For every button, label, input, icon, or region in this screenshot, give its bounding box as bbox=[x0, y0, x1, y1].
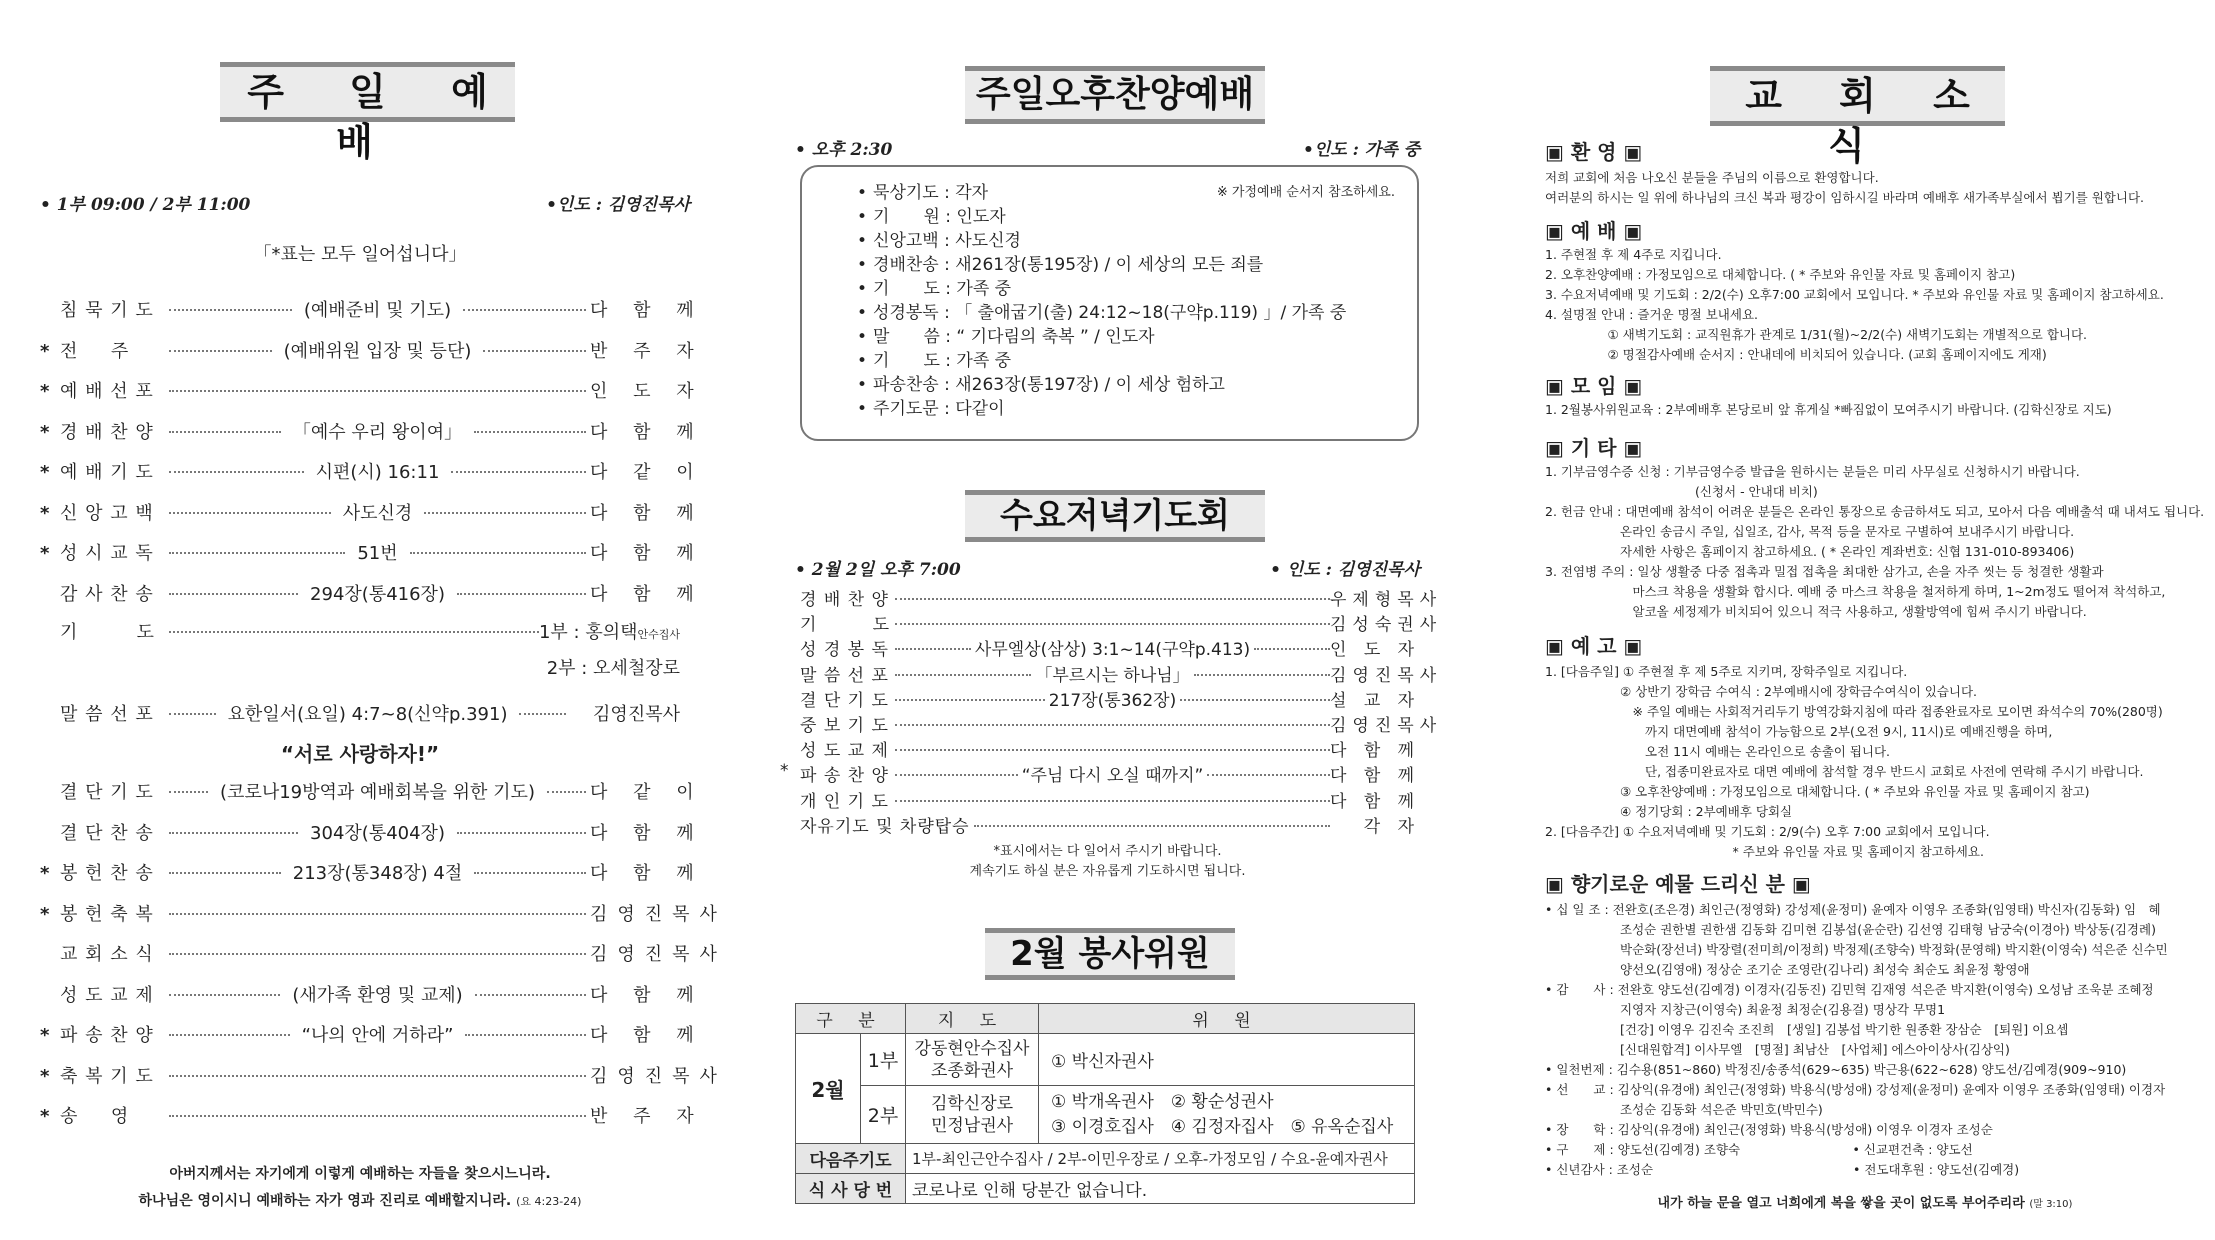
home-worship-item: • 성경봉독 : 「 출애굽기(출) 24:12~18(구약p.119) 」/ 가족 중 bbox=[857, 301, 1346, 325]
service-item-leader: 다 함 께 bbox=[590, 300, 704, 321]
standing-marker: * bbox=[40, 381, 50, 402]
service-item-detail: 「예수 우리 왕이여」 bbox=[289, 418, 466, 444]
wednesday-item-name: 결 단 기 도 bbox=[800, 690, 889, 711]
service-item-name: 전 주 bbox=[60, 340, 130, 362]
service-leader: •인도 : 김영진목사 bbox=[546, 195, 690, 215]
wednesday-item-detail: 사무엘상(삼상) 3:1~14(구약p.413) bbox=[971, 635, 1254, 660]
standing-marker: * bbox=[780, 761, 789, 782]
service-item bbox=[40, 499, 704, 527]
bottom-verse: 내가 하늘 문을 열고 너희에게 복을 쌓을 곳이 없도록 부어주리라 (말 3:10) bbox=[1657, 1196, 2073, 1211]
home-worship-item: • 기 도 : 가족 중 bbox=[857, 277, 1346, 301]
news-line: 3. 수요저녁예배 및 기도회 : 2/2(수) 오후7:00 교회에서 모입니다. * 주보와 유인물 자료 및 홈페이지 참고하세요. bbox=[1545, 287, 2164, 302]
service-item bbox=[40, 981, 704, 1009]
home-worship-item: • 경배찬송 : 새261장(통195장) / 이 세상의 모든 죄를 bbox=[857, 253, 1346, 277]
service-item-leader: 다 함 께 bbox=[590, 421, 704, 443]
service-item bbox=[40, 418, 704, 446]
service-item-name: 교 회 소 식 bbox=[60, 944, 154, 965]
wednesday-item-name: 개 인 기 도 bbox=[800, 791, 889, 812]
news-line: (신청서 - 안내대 비치) bbox=[1545, 484, 1818, 499]
service-item-detail: 294장(통416장) bbox=[306, 580, 449, 606]
service-item-leader: 다 함 께 bbox=[590, 822, 704, 844]
news-line: 알코올 세정제가 비치되어 있으니 적극 사용하고, 생활방역에 힘써 주시기 바랍니다. bbox=[1545, 604, 2087, 619]
section-worship: ▣ 예 배 ▣ bbox=[1545, 219, 1643, 243]
wednesday-item-leader: 설 교 자 bbox=[1330, 690, 1421, 711]
news-line: * 주보와 유인물 자료 및 홈페이지 참고하세요. bbox=[1545, 844, 1984, 859]
service-item-detail: (예배준비 및 기도) bbox=[300, 296, 455, 322]
news-line: 오전 11시 예배는 온라인으로 송출이 됩니다. bbox=[1545, 744, 1891, 759]
news-line: 2. 헌금 안내 : 대면예배 참석이 어려운 분들은 온라인 통장으로 송금하셔도 되고, 모아서 다음 예배출석 때 내셔도 됩니다. bbox=[1545, 504, 2205, 519]
service-item bbox=[40, 539, 704, 567]
service-item-leader: 다 같 이 bbox=[590, 782, 704, 803]
standing-marker: * bbox=[40, 863, 50, 884]
service-item-leader: 반 주 자 bbox=[590, 1106, 704, 1127]
standing-marker: * bbox=[40, 1106, 50, 1127]
service-item bbox=[40, 296, 704, 324]
wednesday-item-leader: 다 함 께 bbox=[1330, 791, 1421, 812]
verse-line-1: 아버지께서는 자기에게 이렇게 예배하는 자들을 찾으시느니라. bbox=[169, 1166, 551, 1182]
section-offerings: ▣ 향기로운 예물 드리신 분 ▣ bbox=[1545, 872, 1811, 896]
news-line: ④ 정기당회 : 2부예배후 당회실 bbox=[1545, 804, 1793, 819]
news-line: • 선 교 : 김상익(유경애) 최인근(정영화) 박용식(방성애) 강성제(윤정미) 윤예자 이영우 조종화(임영태) 이경자 bbox=[1545, 1082, 2166, 1097]
service-item-detail: “나의 안에 거하라” bbox=[298, 1021, 458, 1047]
news-line: 1. 기부금영수증 신청 : 기부금영수증 발급을 원하시는 분들은 미리 사무실로 신청하시기 바랍니다. bbox=[1545, 464, 2080, 479]
service-item bbox=[40, 778, 704, 806]
wednesday-prayer-title: 수요저녁기도회 bbox=[965, 490, 1265, 542]
news-line: 자세한 사항은 홈페이지 참고하세요. ( * 온라인 계좌번호: 신협 131-010-893406) bbox=[1545, 544, 2075, 559]
section-notice: ▣ 예 고 ▣ bbox=[1545, 634, 1643, 658]
news-line: 박순화(장선녀) 박장렬(전미희/이정희) 박정제(조향숙) 박정화(문영해) 박지환(이영숙) 석은준 신수민 bbox=[1545, 942, 2168, 957]
news-line: 2. [다음주간] ① 수요저녁예배 및 기도회 : 2/9(수) 오후 7:00 교회에서 모입니다. bbox=[1545, 824, 1990, 839]
service-item-name: 축 복 기 도 bbox=[60, 1065, 154, 1087]
wednesday-item-name: 자유기도 및 차량탑승 bbox=[800, 816, 970, 837]
service-item-name: 예 배 선 포 bbox=[60, 381, 154, 402]
service-item-prayer bbox=[40, 618, 680, 646]
service-item-name: 예 배 기 도 bbox=[60, 462, 154, 483]
news-line: • 장 학 : 김상익(유경애) 최인근(정영화) 박용식(방성애) 이영우 이경자 조성순 bbox=[1545, 1122, 1993, 1137]
service-item-detail: 시편(시) 16:11 bbox=[312, 458, 444, 484]
wednesday-item bbox=[800, 711, 1443, 736]
service-item-name: 송 영 bbox=[60, 1106, 130, 1127]
service-item-leader: 다 함 께 bbox=[590, 984, 704, 1006]
wednesday-item-name: 말 씀 선 포 bbox=[800, 665, 889, 686]
home-worship-item: • 파송찬송 : 새263장(통197장) / 이 세상 험하고 bbox=[857, 373, 1346, 397]
home-worship-note: ※ 가정예배 순서지 참조하세요. bbox=[1216, 185, 1395, 200]
service-item-name: 감 사 찬 송 bbox=[60, 583, 154, 605]
service-item-detail: (예배위원 입장 및 등단) bbox=[280, 337, 476, 363]
news-line: 조성순 권한별 권한샘 김동화 김미현 김봉섭(윤순란) 김선영 김태형 남궁숙(이경아) 박상동(김경례) bbox=[1545, 922, 2156, 937]
news-line: • 구 제 : 양도선(김예경) 조향숙 • 신교편건축 : 양도선 bbox=[1545, 1142, 1973, 1157]
service-item-name: 성 도 교 제 bbox=[60, 984, 154, 1006]
service-item-name: 봉 헌 찬 송 bbox=[60, 863, 154, 884]
sermon-title: “서로 사랑하자!” bbox=[280, 742, 440, 766]
news-line: • 일천번제 : 김수용(851~860) 박정진/송종석(629~635) 박근용(622~628) 양도선/김예경(909~910) bbox=[1545, 1062, 2127, 1077]
standing-marker: * bbox=[40, 502, 50, 524]
service-item-name: 경 배 찬 양 bbox=[60, 421, 154, 443]
service-info-row bbox=[40, 190, 690, 215]
service-item-name: 신 앙 고 백 bbox=[60, 502, 154, 524]
service-item-name: 봉 헌 축 복 bbox=[60, 903, 154, 925]
wednesday-item bbox=[800, 812, 1420, 836]
prayer-1: 1부 : 홍의택안수집사 bbox=[538, 622, 680, 643]
news-line: 1. [다음주일] ① 주현절 후 제 5주로 지키며, 장학주일로 지킵니다. bbox=[1545, 664, 1908, 679]
service-item-name: 침 묵 기 도 bbox=[60, 300, 154, 321]
service-item-leader: 김영진목사 bbox=[590, 903, 727, 925]
service-item-name: 성 시 교 독 bbox=[60, 543, 154, 564]
section-meetings: ▣ 모 임 ▣ bbox=[1545, 374, 1643, 398]
standing-marker: * bbox=[40, 1025, 50, 1046]
service-item-name: 결 단 기 도 bbox=[60, 782, 154, 803]
wednesday-note-2: 계속기도 하실 분은 자유롭게 기도하시면 됩니다. bbox=[969, 864, 1246, 879]
volunteers-title: 2월 봉사위원 bbox=[985, 928, 1235, 980]
service-item-leader: 다 함 께 bbox=[590, 543, 704, 564]
news-line: 양선오(김영애) 정상순 조기순 조영란(김나리) 최성숙 최순도 최윤정 황영애 bbox=[1545, 962, 2030, 977]
wednesday-item-detail: 217장(통362장) bbox=[1045, 686, 1180, 711]
service-item-name: 파 송 찬 양 bbox=[60, 1025, 154, 1046]
section-other: ▣ 기 타 ▣ bbox=[1545, 436, 1643, 460]
wednesday-item-leader: 우제형목사 bbox=[1330, 590, 1443, 610]
home-worship-item: • 묵상기도 : 각자 bbox=[857, 181, 1346, 205]
service-item-leader: 반 주 자 bbox=[590, 340, 704, 362]
wednesday-item-name: 기 도 bbox=[800, 615, 891, 636]
wednesday-item bbox=[800, 635, 1420, 659]
prayer-2: 2부 : 오세철장로 bbox=[546, 658, 680, 679]
home-worship-item: • 말 씀 : “ 기다림의 축복 ” / 인도자 bbox=[857, 325, 1346, 349]
verse-line-2: 하나님은 영이시니 예배하는 자가 영과 진리로 예배할지니라. (요 4:23-24) bbox=[138, 1193, 582, 1209]
service-item-detail: 213장(통348장) 4절 bbox=[289, 859, 466, 885]
standing-marker: * bbox=[40, 340, 50, 362]
wednesday-item-name: 파 송 찬 양 bbox=[800, 766, 889, 787]
service-item-name: 결 단 찬 송 bbox=[60, 822, 154, 844]
service-item-detail: (새가족 환영 및 교제) bbox=[288, 981, 466, 1007]
news-line: • 감 사 : 전완호 양도선(김예경) 이경자(김동진) 김민혁 김재영 석은준 박지환(이영숙) 오성남 조욱분 조혜정 bbox=[1545, 982, 2154, 997]
service-time: • 1부 09:00 / 2부 11:00 bbox=[40, 195, 251, 215]
news-line: [신대원합격] 이사무엘 [명절] 최남산 [사업체] 에스아이상사(김상익) bbox=[1545, 1042, 2010, 1057]
wednesday-item-leader: 김성숙권사 bbox=[1330, 615, 1443, 636]
wednesday-item-name: 중 보 기 도 bbox=[800, 716, 889, 736]
wednesday-info-row: • 2월 2일 오후 7:00 • 인도 : 김영진목사 bbox=[795, 560, 1420, 580]
news-line: ① 새벽기도회 : 교직원휴가 관계로 1/31(월)~2/2(수) 새벽기도회는 개별적으로 합니다. bbox=[1545, 327, 2088, 342]
service-item bbox=[40, 377, 704, 405]
service-item-leader: 다 함 께 bbox=[590, 863, 704, 884]
news-line: ② 상반기 장학금 수여식 : 2부예배시에 장학금수여식이 있습니다. bbox=[1545, 684, 1978, 699]
wednesday-item-leader: 김영진목사 bbox=[1330, 716, 1443, 736]
service-item bbox=[40, 458, 704, 486]
standing-marker: * bbox=[40, 1065, 50, 1087]
wednesday-item-leader: 다 함 께 bbox=[1330, 741, 1421, 762]
standing-marker: * bbox=[40, 903, 50, 925]
service-item bbox=[40, 337, 704, 365]
news-line: ③ 오후찬양예배 : 가정모임으로 대체합니다. ( * 주보와 유인물 자료 및 홈페이지 참고) bbox=[1545, 784, 2090, 799]
wednesday-item-detail: 「부르시는 하나님」 bbox=[1031, 661, 1193, 686]
service-item bbox=[40, 859, 704, 887]
service-item-name: 기 도 bbox=[60, 622, 155, 643]
home-worship-item: • 주기도문 : 다같이 bbox=[857, 397, 1346, 421]
wednesday-item-name: 성 경 봉 독 bbox=[800, 640, 889, 661]
news-line: 온라인 송금시 주일, 십일조, 감사, 목적 등을 문자로 구별하여 보내주시기 바랍니다. bbox=[1545, 524, 2075, 539]
afternoon-worship-title: 주일오후찬양예배 bbox=[965, 66, 1265, 124]
afternoon-column bbox=[780, 0, 1443, 1240]
service-item-leader: 다 함 께 bbox=[590, 583, 704, 605]
service-item-leader: 김영진목사 bbox=[590, 1065, 727, 1087]
wednesday-item-name: 성 도 교 제 bbox=[800, 741, 889, 762]
news-line: 2. 오후찬양예배 : 가정모임으로 대체합니다. ( * 주보와 유인물 자료 및 홈페이지 참고) bbox=[1545, 267, 2016, 282]
wednesday-item-leader: 인 도 자 bbox=[1330, 640, 1421, 661]
service-item-leader: 인 도 자 bbox=[590, 381, 704, 402]
wednesday-item-leader: 각 자 bbox=[1363, 816, 1420, 837]
news-line: 단, 접종미완료자로 대면 예배에 참석할 경우 반드시 교회로 사전에 연락해 주시기 바랍니다. bbox=[1545, 764, 2144, 779]
news-line: 3. 전염병 주의 : 일상 생활중 다중 접촉과 밀접 접촉을 최대한 삼가고, 손을 자주 씻는 등 청결한 생활과 bbox=[1545, 564, 2104, 579]
service-item bbox=[40, 580, 704, 608]
wednesday-item-leader: 김영진목사 bbox=[1330, 665, 1443, 686]
wednesday-note-1: *표시에서는 다 일어서 주시기 바랍니다. bbox=[993, 844, 1222, 859]
news-line: 마스크 착용을 생활화 합시다. 예배 중 마스크 착용을 철저하게 하며, 1~2m정도 떨어져 착석하고, bbox=[1545, 584, 2166, 599]
news-line: ※ 주일 예배는 사회적거리두기 방역강화지침에 따라 접종완료자로 모이면 좌석수의 70%(280명) bbox=[1545, 704, 2163, 719]
news-line: • 십 일 조 : 전완호(조은경) 최인근(정영화) 강성제(윤정미) 윤예자 이영우 조종화(임영태) 박신자(김동화) 임 혜 bbox=[1545, 902, 2161, 917]
service-item-leader: 다 함 께 bbox=[590, 1025, 704, 1046]
volunteers-table: 구 분 지 도 위 원 2월 1부 강동현안수집사 조종화권사 ① 박신자권사 2부 김학신장로 민정남권사 ① 박개옥권사 ② 황순성권사 ③ 이경호집사 ④ 김정자집사 ⑤ 유옥순집사 다음주기도 1부-최인근안수집사 / 2부-이민우장로 / 오후-가정모임 / 수요-윤예자권사 식 사 당 번 코로나로 인해 당분간 없습니다. bbox=[795, 1003, 1415, 1204]
home-worship-box bbox=[800, 165, 1419, 441]
church-news-title: 교 회 소 식 bbox=[1710, 66, 2005, 126]
wednesday-item-detail: “주님 다시 오실 때까지” bbox=[1018, 761, 1208, 786]
news-line: 4. 설명절 안내 : 즐거운 명절 보내세요. bbox=[1545, 307, 1759, 322]
service-item bbox=[40, 1021, 704, 1049]
service-item-detail: 304장(통404장) bbox=[306, 819, 449, 845]
wednesday-item bbox=[800, 610, 1443, 636]
service-item bbox=[40, 900, 727, 928]
news-line: 지영자 지창근(이영숙) 최윤정 최정순(김용걸) 명상각 무명1 bbox=[1545, 1002, 1946, 1017]
church-news-column: 교 회 소 식 ▣ 환 영 ▣ 저희 교회에 처음 나오신 분들을 주님의 이름으로 환영합니다. 여러분의 하시는 일 위에 하나님의 크신 복과 평강이 임하시길 바라며 예배후 새가족부실에서 뵙기를 원합니다. ▣ 예 배 ▣ 1. 주현절 후 제 4주로 지킵니다. 2. 오후찬양예배 : 가정모임으로 대체합니다. ( * 주보와 유인물 자료 및 홈페이지 참고) 3. 수요저녁예배 및 기도회 : 2/2(수) 오후7:00 교회에서 모입니다. * 주보와 유인물 자료 및 홈페이지 참고하세요. 4. 설명절 안내 : 즐거운 명절 보내세요. ① 새벽기도회 : 교직원휴가 관계로 1/31(월)~2/2(수) 새벽기도회는 개별적으로 합니다. ② 명절감사예배 순서지 : 안내데에 비치되어 있습니다. (교회 홈페이지에도 게재) ▣ 모 임 ▣ 1. 2월봉사위원교육 : 2부예배후 본당로비 앞 휴게실 *빠짐없이 모여주시기 바랍니다. (김학신장로 지도) ▣ 기 타 ▣ 1. 기부금영수증 신청 : 기부금영수증 발급을 원하시는 분들은 미리 사무실로 신청하시기 바랍니다. (신청서 - 안내대 비치) 2. 헌금 안내 : 대면예배 참석이 어려운 분들은 온라인 통장으로 송금하셔도 되고, 모아서 다음 예배출석 때 내셔도 됩니다. 온라인 송금시 주일, 십일조, 감사, 목적 등을 문자로 구별하여 보내주시기 바랍니다. 자세한 사항은 홈페이지 참고하세요. ( * 온라인 계좌번호: 신협 131-010-893406) 3. 전염병 주의 : 일상 생활중 다중 접촉과 밀접 접촉을 최대한 삼가고, 손을 자주 씻는 등 청결한 생활과 마스크 착용을 생활화 합시다. 예배 중 마스크 착용을 철저하게 하며, 1~2m정도 떨어져 착석하고, 알코올 세정제가 비치되어 있으니 적극 사용하고, 생활방역에 힘써 주시기 바랍니다. ▣ 예 고 ▣ 1. [다음주일] ① 주현절 후 제 5주로 지키며, 장학주일로 지킵니다. ② 상반기 장학금 수여식 : 2부예배시에 장학금수여식이 있습니다. ※ 주일 예배는 사회적거리두기 방역강화지침에 따라 접종완료자로 모이면 좌석수의 70%(280명) 까지 대면예배 참석이 가능함으로 2부(오전 9시, 11시)로 예배진행을 하며, 오전 11시 예배는 온라인으로 송출이 됩니다. 단, 접종미완료자로 대면 예배에 참석할 경우 반드시 교회로 사전에 연락해 주시기 바랍니다. ③ 오후찬양예배 : 가정모임으로 대체합니다. ( * 주보와 유인물 자료 및 홈페이지 참고) ④ 정기당회 : 2부예배후 당회실 2. [다음주간] ① 수요저녁예배 및 기도회 : 2/9(수) 오후 7:00 교회에서 모입니다. * 주보와 유인물 자료 및 홈페이지 참고하세요. ▣ 향기로운 예물 드리신 분 ▣ • 십 일 조 : 전완호(조은경) 최인근(정영화) 강성제(윤정미) 윤예자 이영우 조종화(임영태) 박신자(김동화) 임 혜 조성순 권한별 권한샘 김동화 김미현 김봉섭(윤순란) 김선영 김태형 남궁숙(이경아) 박상동(김경례) 박순화(장선녀) 박장렬(전미희/이정희) 박정제(조향숙) 박정화(문영해) 박지환(이영숙) 석은준 신수민 양선오(김영애) 정상순 조기순 조영란(김나리) 최성숙 최순도 최윤정 황영애 • 감 사 : 전완호 양도선(김예경) 이경자(김동진) 김민혁 김재영 석은준 박지환(이영숙) 오성남 조욱분 조혜정 지영자 지창근(이영숙) 최윤정 최정순(김용걸) 명상각 무명1 [건강] 이영우 김진숙 조진희 [생일] 김봉섭 박기한 원종환 장삼순 [퇴원] 이요셉 [신대원합격] 이사무엘 [명절] 최남산 [사업체] 에스아이상사(김상익) • 일천번제 : 김수용(851~860) 박정진/송종석(629~635) 박근용(622~628) 양도선/김예경(909~910) • 선 교 : 김상익(유경애) 최인근(정영화) 박용식(방성애) 강성제(윤정미) 윤예자 이영우 조종화(임영태) 이경자 조성순 김동화 석은준 박민호(박민수) • 장 학 : 김상익(유경애) 최인근(정영화) 박용식(방성애) 이영우 이경자 조성순 • 구 제 : 양도선(김예경) 조향숙 • 신교편건축 : 양도선 • 신년감사 : 조성순 • 전도대후원 : 양도선(김예경) 내가 하늘 문을 열고 너희에게 복을 쌓을 곳이 없도록 부어주리라 (말 3:10) bbox=[1545, 0, 2185, 1240]
service-item-leader: 김영진목사 bbox=[590, 944, 727, 965]
wednesday-item-name: 경 배 찬 양 bbox=[800, 590, 889, 610]
service-item-leader: 다 같 이 bbox=[590, 462, 704, 483]
wednesday-item bbox=[800, 686, 1420, 710]
service-item-detail: 51번 bbox=[353, 539, 401, 565]
service-item-leader: 다 함 께 bbox=[590, 502, 704, 524]
news-line: 까지 대면예배 참석이 가능함으로 2부(오전 9시, 11시)로 예배진행을 하며, bbox=[1545, 724, 2053, 739]
wednesday-item bbox=[800, 585, 1443, 610]
service-item-detail: 사도신경 bbox=[339, 499, 417, 525]
sunday-service-title: 주 일 예 배 bbox=[220, 62, 515, 122]
standing-marker: * bbox=[40, 462, 50, 483]
standing-marker: * bbox=[40, 543, 50, 564]
wednesday-item bbox=[800, 787, 1420, 811]
home-worship-item: • 신앙고백 : 사도신경 bbox=[857, 229, 1346, 253]
wednesday-item bbox=[800, 736, 1420, 760]
wednesday-item-leader: 다 함 께 bbox=[1330, 766, 1421, 787]
news-line: [건강] 이영우 김진숙 조진희 [생일] 김봉섭 박기한 원종환 장삼순 [퇴원] 이요셉 bbox=[1545, 1022, 2069, 1037]
sunday-service-column bbox=[40, 0, 727, 1240]
section-welcome: ▣ 환 영 ▣ bbox=[1545, 140, 1643, 164]
service-item-sermon: 말 씀 선 포 요한일서(요일) 4:7~8(신약p.391) 김영진목사 bbox=[40, 700, 680, 728]
news-line: ② 명절감사예배 순서지 : 안내데에 비치되어 있습니다. (교회 홈페이지에도 게재) bbox=[1545, 347, 2047, 362]
service-item bbox=[40, 940, 727, 968]
standing-note: 「*표는 모두 일어섭니다」 bbox=[253, 244, 467, 265]
news-line: 1. 주현절 후 제 4주로 지킵니다. bbox=[1545, 247, 1722, 262]
news-line: • 신년감사 : 조성순 • 전도대후원 : 양도선(김예경) bbox=[1545, 1162, 2020, 1177]
service-item bbox=[40, 819, 704, 847]
wednesday-item bbox=[800, 661, 1443, 686]
service-item bbox=[40, 1102, 704, 1130]
standing-marker: * bbox=[40, 421, 50, 443]
wednesday-item bbox=[780, 761, 1421, 787]
news-line: 조성순 김동화 석은준 박민호(박민수) bbox=[1545, 1102, 1823, 1117]
home-worship-item: • 기 도 : 가족 중 bbox=[857, 349, 1346, 373]
afternoon-info-row: • 오후 2:30 •인도 : 가족 중 bbox=[795, 140, 1420, 160]
service-item bbox=[40, 1062, 727, 1090]
home-worship-item: • 기 원 : 인도자 bbox=[857, 205, 1346, 229]
service-item-detail: (코로나19방역과 예배회복을 위한 기도) bbox=[216, 778, 539, 804]
